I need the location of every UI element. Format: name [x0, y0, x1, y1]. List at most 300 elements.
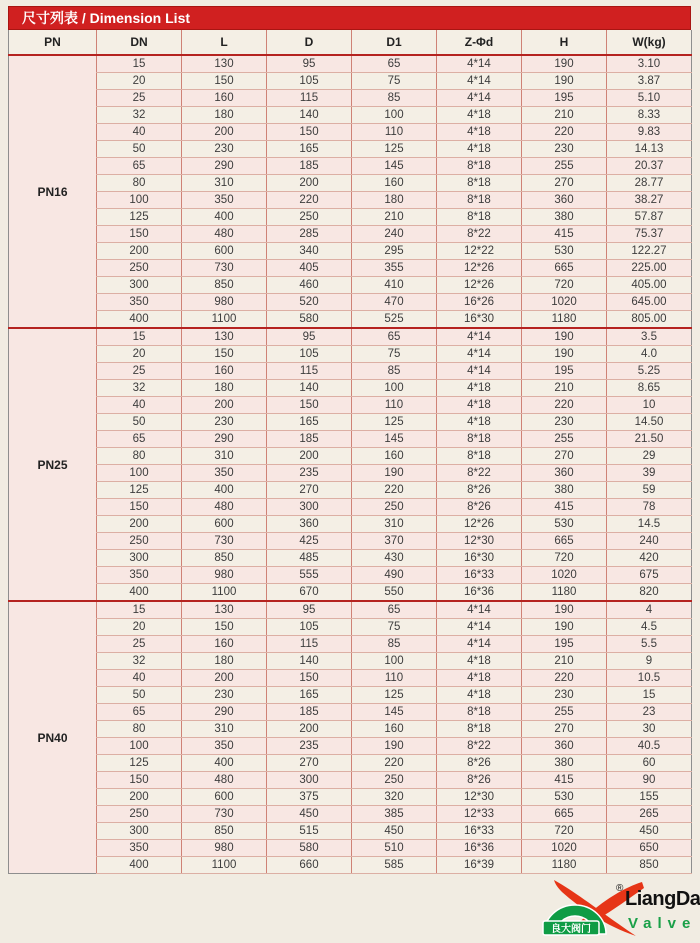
table-cell: 210	[522, 107, 607, 124]
table-cell: 100	[97, 465, 182, 482]
table-cell: 23	[607, 704, 692, 721]
table-row	[9, 636, 692, 653]
table-cell: 600	[182, 789, 267, 806]
table-cell: 190	[352, 738, 437, 755]
table-row	[9, 107, 692, 124]
table-cell: 250	[352, 772, 437, 789]
table-cell: 95	[267, 55, 352, 73]
table-cell: 350	[97, 840, 182, 857]
table-cell: 125	[352, 141, 437, 158]
table-cell: 8.65	[607, 380, 692, 397]
table-cell: 21.50	[607, 431, 692, 448]
table-cell: 8*18	[437, 209, 522, 226]
table-cell: 235	[267, 738, 352, 755]
table-row	[9, 806, 692, 823]
table-cell: 375	[267, 789, 352, 806]
table-cell: 85	[352, 363, 437, 380]
page-title: 尺寸列表 / Dimension List	[22, 10, 191, 26]
table-cell: 95	[267, 328, 352, 346]
table-cell: 4*14	[437, 636, 522, 653]
table-cell: 980	[182, 840, 267, 857]
table-cell: 80	[97, 448, 182, 465]
table-cell: 490	[352, 567, 437, 584]
table-cell: 125	[352, 414, 437, 431]
table-cell: 8*18	[437, 704, 522, 721]
table-row	[9, 653, 692, 670]
table-cell: 12*26	[437, 260, 522, 277]
table-cell: 160	[352, 721, 437, 738]
table-cell: 8*18	[437, 721, 522, 738]
table-cell: 32	[97, 380, 182, 397]
table-cell: 415	[522, 772, 607, 789]
table-cell: 405.00	[607, 277, 692, 294]
table-row	[9, 124, 692, 141]
table-cell: 380	[522, 755, 607, 772]
table-cell: 660	[267, 857, 352, 874]
column-header-d: D	[267, 30, 352, 55]
table-cell: 220	[522, 124, 607, 141]
table-row	[9, 260, 692, 277]
table-cell: 1100	[182, 857, 267, 874]
table-cell: 230	[182, 687, 267, 704]
table-cell: 200	[182, 124, 267, 141]
table-cell: 220	[352, 755, 437, 772]
table-cell: 430	[352, 550, 437, 567]
registered-mark: ®	[616, 883, 624, 894]
table-cell: 240	[352, 226, 437, 243]
table-cell: 190	[522, 601, 607, 619]
table-cell: 450	[267, 806, 352, 823]
table-cell: 380	[522, 209, 607, 226]
table-cell: 190	[522, 73, 607, 90]
table-cell: 400	[182, 755, 267, 772]
table-cell: 470	[352, 294, 437, 311]
column-header-h: H	[522, 30, 607, 55]
table-cell: 550	[352, 584, 437, 602]
table-cell: 8*18	[437, 158, 522, 175]
table-cell: 645.00	[607, 294, 692, 311]
table-cell: 16*39	[437, 857, 522, 874]
table-cell: 520	[267, 294, 352, 311]
table-cell: 150	[267, 124, 352, 141]
table-row	[9, 158, 692, 175]
table-cell: 515	[267, 823, 352, 840]
table-cell: 200	[97, 789, 182, 806]
table-cell: 50	[97, 414, 182, 431]
table-cell: 270	[522, 721, 607, 738]
table-cell: 12*30	[437, 533, 522, 550]
table-cell: 180	[182, 380, 267, 397]
table-cell: 125	[97, 482, 182, 499]
table-cell: 200	[267, 721, 352, 738]
table-cell: 730	[182, 806, 267, 823]
table-cell: 405	[267, 260, 352, 277]
table-cell: 360	[267, 516, 352, 533]
table-cell: 230	[182, 141, 267, 158]
table-cell: 350	[182, 465, 267, 482]
table-cell: 50	[97, 141, 182, 158]
table-cell: 300	[267, 499, 352, 516]
table-cell: 150	[267, 397, 352, 414]
table-cell: 150	[182, 619, 267, 636]
table-row	[9, 226, 692, 243]
table-cell: 400	[182, 209, 267, 226]
table-row	[9, 704, 692, 721]
table-cell: 360	[522, 465, 607, 482]
table-cell: 450	[352, 823, 437, 840]
table-cell: 12*30	[437, 789, 522, 806]
table-cell: 15	[97, 55, 182, 73]
table-cell: 850	[182, 277, 267, 294]
table-cell: 1020	[522, 567, 607, 584]
table-cell: 9	[607, 653, 692, 670]
table-cell: 165	[267, 141, 352, 158]
table-cell: 16*30	[437, 550, 522, 567]
table-cell: 4*18	[437, 107, 522, 124]
table-cell: 190	[522, 346, 607, 363]
table-cell: 50	[97, 687, 182, 704]
table-cell: 29	[607, 448, 692, 465]
table-row	[9, 755, 692, 772]
table-cell: 75	[352, 619, 437, 636]
table-cell: 415	[522, 226, 607, 243]
table-cell: 4*14	[437, 73, 522, 90]
table-cell: 12*26	[437, 277, 522, 294]
table-cell: 60	[607, 755, 692, 772]
brand-logo	[540, 878, 700, 938]
table-row	[9, 141, 692, 158]
table-row	[9, 73, 692, 90]
table-cell: 250	[97, 806, 182, 823]
table-cell: 40	[97, 670, 182, 687]
table-cell: 140	[267, 107, 352, 124]
table-cell: 200	[267, 175, 352, 192]
table-cell: 720	[522, 277, 607, 294]
table-cell: 580	[267, 840, 352, 857]
table-cell: 130	[182, 328, 267, 346]
table-cell: 150	[97, 772, 182, 789]
table-cell: 145	[352, 158, 437, 175]
table-cell: 40.5	[607, 738, 692, 755]
table-cell: 8*22	[437, 226, 522, 243]
table-cell: 25	[97, 363, 182, 380]
table-cell: 40	[97, 397, 182, 414]
table-cell: 270	[522, 448, 607, 465]
table-cell: 210	[522, 653, 607, 670]
table-cell: 185	[267, 704, 352, 721]
table-row	[9, 448, 692, 465]
table-cell: 255	[522, 431, 607, 448]
table-cell: 100	[97, 738, 182, 755]
table-cell: 130	[182, 601, 267, 619]
table-cell: 730	[182, 260, 267, 277]
table-cell: 190	[352, 465, 437, 482]
table-cell: 210	[352, 209, 437, 226]
table-cell: 250	[352, 499, 437, 516]
table-cell: 25	[97, 636, 182, 653]
table-cell: 420	[607, 550, 692, 567]
table-cell: 16*36	[437, 584, 522, 602]
table-cell: 1180	[522, 857, 607, 874]
table-cell: 4*14	[437, 55, 522, 73]
table-cell: 38.27	[607, 192, 692, 209]
table-cell: 265	[607, 806, 692, 823]
table-cell: 160	[182, 363, 267, 380]
table-cell: 290	[182, 158, 267, 175]
table-cell: 40	[97, 124, 182, 141]
table-cell: 10	[607, 397, 692, 414]
table-cell: 195	[522, 363, 607, 380]
table-cell: 4.5	[607, 619, 692, 636]
table-cell: 270	[267, 482, 352, 499]
table-cell: 160	[182, 636, 267, 653]
table-cell: 78	[607, 499, 692, 516]
table-row	[9, 328, 692, 346]
table-cell: 9.83	[607, 124, 692, 141]
column-header-l: L	[182, 30, 267, 55]
table-cell: 65	[97, 158, 182, 175]
table-cell: 400	[97, 857, 182, 874]
table-cell: 235	[267, 465, 352, 482]
table-cell: 125	[97, 209, 182, 226]
table-cell: 425	[267, 533, 352, 550]
table-cell: 220	[522, 397, 607, 414]
table-cell: 185	[267, 431, 352, 448]
table-cell: 8*18	[437, 175, 522, 192]
table-cell: 12*33	[437, 806, 522, 823]
dimension-table	[8, 30, 692, 874]
table-cell: 4.0	[607, 346, 692, 363]
table-cell: 5.10	[607, 90, 692, 107]
table-cell: 210	[522, 380, 607, 397]
table-cell: 180	[352, 192, 437, 209]
table-cell: 285	[267, 226, 352, 243]
table-cell: 15	[607, 687, 692, 704]
table-row	[9, 209, 692, 226]
table-cell: 580	[267, 311, 352, 329]
table-cell: 340	[267, 243, 352, 260]
table-cell: 350	[182, 738, 267, 755]
table-cell: 980	[182, 294, 267, 311]
table-cell: 200	[182, 397, 267, 414]
table-cell: 200	[267, 448, 352, 465]
table-cell: 8*26	[437, 755, 522, 772]
table-cell: 525	[352, 311, 437, 329]
table-row	[9, 567, 692, 584]
table-cell: 165	[267, 687, 352, 704]
table-cell: 115	[267, 363, 352, 380]
table-cell: 65	[352, 55, 437, 73]
table-row	[9, 516, 692, 533]
table-cell: 65	[352, 601, 437, 619]
table-cell: 75.37	[607, 226, 692, 243]
table-cell: 85	[352, 90, 437, 107]
table-row	[9, 823, 692, 840]
table-cell: 4*18	[437, 141, 522, 158]
table-cell: 110	[352, 670, 437, 687]
table-cell: 460	[267, 277, 352, 294]
table-cell: 5.5	[607, 636, 692, 653]
table-row	[9, 175, 692, 192]
table-cell: 155	[607, 789, 692, 806]
table-cell: 255	[522, 704, 607, 721]
pn-group-label: PN25	[9, 328, 97, 601]
table-cell: 4*18	[437, 380, 522, 397]
table-cell: 150	[182, 73, 267, 90]
brand-name: LiangDa	[625, 888, 700, 910]
table-cell: 4*14	[437, 619, 522, 636]
table-cell: 8*22	[437, 465, 522, 482]
table-cell: 240	[607, 533, 692, 550]
table-cell: 310	[352, 516, 437, 533]
table-row	[9, 90, 692, 107]
table-row	[9, 772, 692, 789]
table-cell: 180	[182, 653, 267, 670]
table-cell: 220	[267, 192, 352, 209]
table-cell: 400	[97, 584, 182, 602]
table-cell: 14.50	[607, 414, 692, 431]
table-cell: 145	[352, 431, 437, 448]
table-row	[9, 738, 692, 755]
table-cell: 115	[267, 636, 352, 653]
table-cell: 230	[182, 414, 267, 431]
table-cell: 8*18	[437, 448, 522, 465]
table-cell: 105	[267, 346, 352, 363]
table-row	[9, 397, 692, 414]
table-cell: 100	[97, 192, 182, 209]
table-cell: 250	[97, 533, 182, 550]
table-cell: 310	[182, 175, 267, 192]
table-cell: 350	[182, 192, 267, 209]
table-cell: 220	[522, 670, 607, 687]
table-cell: 57.87	[607, 209, 692, 226]
table-cell: 510	[352, 840, 437, 857]
table-row	[9, 670, 692, 687]
table-cell: 150	[97, 226, 182, 243]
table-row	[9, 465, 692, 482]
table-cell: 122.27	[607, 243, 692, 260]
table-row	[9, 789, 692, 806]
table-cell: 75	[352, 73, 437, 90]
table-cell: 480	[182, 772, 267, 789]
column-header-d1: D1	[352, 30, 437, 55]
table-cell: 110	[352, 124, 437, 141]
table-header-row	[9, 30, 692, 55]
table-cell: 195	[522, 636, 607, 653]
table-row	[9, 192, 692, 209]
table-cell: 125	[352, 687, 437, 704]
table-cell: 10.5	[607, 670, 692, 687]
table-cell: 600	[182, 243, 267, 260]
table-cell: 450	[607, 823, 692, 840]
table-cell: 75	[352, 346, 437, 363]
table-row	[9, 840, 692, 857]
table-cell: 25	[97, 90, 182, 107]
table-cell: 4	[607, 601, 692, 619]
table-cell: 320	[352, 789, 437, 806]
table-cell: 530	[522, 243, 607, 260]
table-cell: 4*18	[437, 414, 522, 431]
table-cell: 555	[267, 567, 352, 584]
table-cell: 59	[607, 482, 692, 499]
table-cell: 230	[522, 141, 607, 158]
table-cell: 360	[522, 738, 607, 755]
table-cell: 200	[182, 670, 267, 687]
table-cell: 15	[97, 601, 182, 619]
table-row	[9, 277, 692, 294]
table-cell: 300	[97, 277, 182, 294]
table-row	[9, 721, 692, 738]
table-cell: 980	[182, 567, 267, 584]
table-cell: 100	[352, 107, 437, 124]
table-cell: 8.33	[607, 107, 692, 124]
table-body	[9, 55, 692, 874]
table-cell: 8*18	[437, 431, 522, 448]
table-cell: 4*18	[437, 124, 522, 141]
table-cell: 15	[97, 328, 182, 346]
table-cell: 350	[97, 294, 182, 311]
table-cell: 805.00	[607, 311, 692, 329]
table-cell: 220	[352, 482, 437, 499]
table-cell: 600	[182, 516, 267, 533]
table-cell: 850	[182, 550, 267, 567]
table-cell: 16*33	[437, 823, 522, 840]
table-cell: 3.5	[607, 328, 692, 346]
table-cell: 1180	[522, 584, 607, 602]
table-cell: 20	[97, 619, 182, 636]
table-cell: 28.77	[607, 175, 692, 192]
logo-badge	[543, 921, 599, 935]
table-row	[9, 584, 692, 602]
table-cell: 4*18	[437, 653, 522, 670]
table-cell: 190	[522, 55, 607, 73]
table-row	[9, 619, 692, 636]
table-cell: 485	[267, 550, 352, 567]
table-cell: 65	[97, 704, 182, 721]
table-cell: 290	[182, 431, 267, 448]
table-cell: 380	[522, 482, 607, 499]
table-cell: 165	[267, 414, 352, 431]
table-cell: 350	[97, 567, 182, 584]
table-cell: 480	[182, 226, 267, 243]
table-cell: 8*26	[437, 482, 522, 499]
table-cell: 250	[267, 209, 352, 226]
table-cell: 820	[607, 584, 692, 602]
table-cell: 230	[522, 687, 607, 704]
table-cell: 360	[522, 192, 607, 209]
table-cell: 530	[522, 789, 607, 806]
table-cell: 310	[182, 448, 267, 465]
table-cell: 400	[182, 482, 267, 499]
table-cell: 255	[522, 158, 607, 175]
table-row	[9, 380, 692, 397]
table-cell: 160	[352, 175, 437, 192]
table-cell: 4*18	[437, 397, 522, 414]
table-cell: 16*26	[437, 294, 522, 311]
brand-sub: Valve	[628, 915, 697, 932]
table-cell: 145	[352, 704, 437, 721]
table-cell: 1100	[182, 311, 267, 329]
table-cell: 230	[522, 414, 607, 431]
table-cell: 140	[267, 380, 352, 397]
table-cell: 65	[352, 328, 437, 346]
table-cell: 105	[267, 619, 352, 636]
table-cell: 16*33	[437, 567, 522, 584]
table-cell: 675	[607, 567, 692, 584]
pn-group-label: PN40	[9, 601, 97, 874]
table-cell: 290	[182, 704, 267, 721]
table-cell: 12*22	[437, 243, 522, 260]
